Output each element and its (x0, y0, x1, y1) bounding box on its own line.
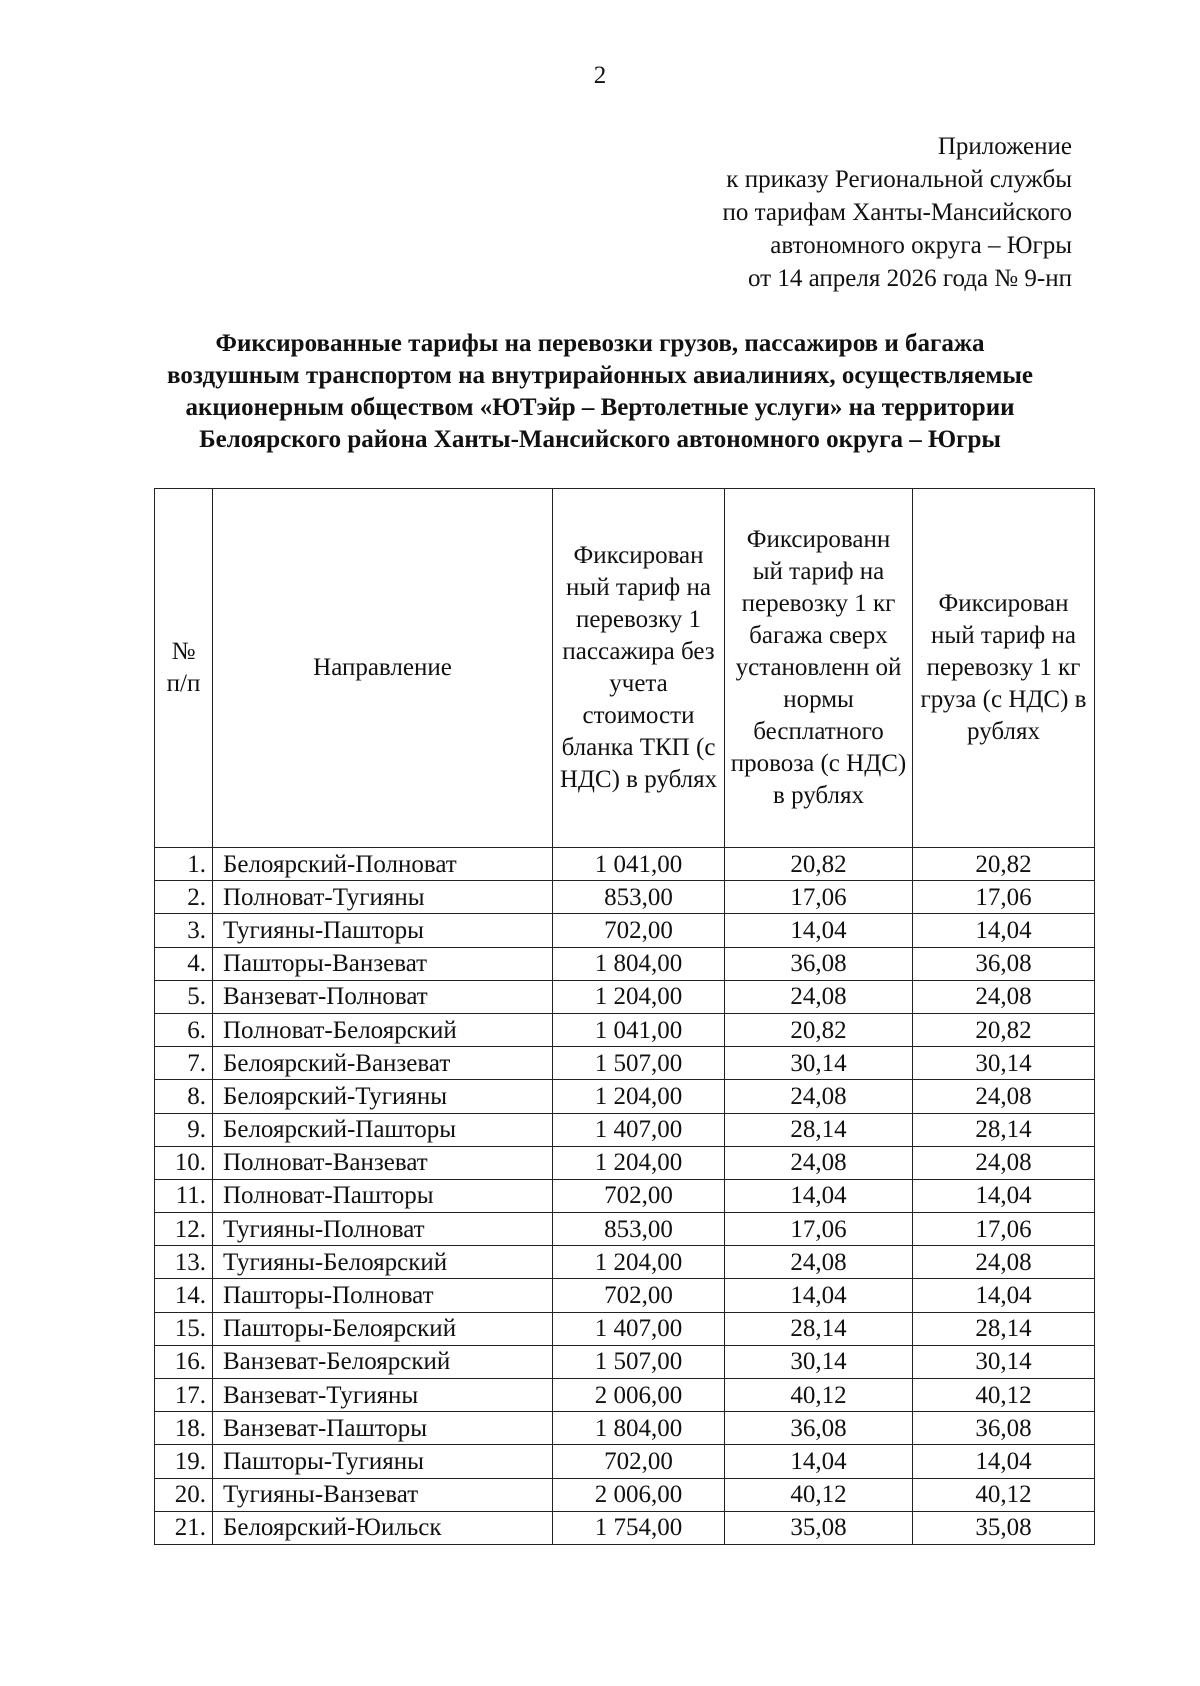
row-route: Тугияны-Полноват (213, 1213, 553, 1246)
row-passenger-tariff: 1 204,00 (553, 1246, 725, 1279)
table-row (155, 1312, 1095, 1345)
row-route: Полноват-Пашторы (213, 1179, 553, 1212)
row-cargo-tariff: 14,04 (913, 914, 1095, 947)
row-passenger-tariff: 1 204,00 (553, 980, 725, 1013)
row-cargo-tariff: 24,08 (913, 980, 1095, 1013)
header-route (213, 489, 553, 848)
table-row (155, 1379, 1095, 1412)
row-passenger-tariff: 1 507,00 (553, 1047, 725, 1080)
table-row (155, 1412, 1095, 1445)
table-row (155, 947, 1095, 980)
row-route: Пашторы-Ванзеват (213, 947, 553, 980)
row-number: 10. (155, 1146, 213, 1179)
table-row (155, 1146, 1095, 1179)
row-cargo-tariff: 17,06 (913, 881, 1095, 914)
header-cargo (913, 489, 1095, 848)
header-cargo-label: Фиксирован ный тариф на перевозку 1 кг груза (с НДС) в рублях (920, 590, 1087, 745)
table-row (155, 1013, 1095, 1046)
row-cargo-tariff: 36,08 (913, 947, 1095, 980)
row-passenger-tariff: 1 204,00 (553, 1146, 725, 1179)
title-line: Белоярского района Ханты-Мансийского автономного округа – Югры (199, 426, 1001, 453)
row-baggage-tariff: 40,12 (725, 1478, 913, 1511)
row-route: Ванзеват-Тугияны (213, 1379, 553, 1412)
row-number: 17. (155, 1379, 213, 1412)
tariff-table (154, 488, 1095, 1545)
row-number: 20. (155, 1478, 213, 1511)
row-cargo-tariff: 20,82 (913, 848, 1095, 881)
row-passenger-tariff: 1 507,00 (553, 1345, 725, 1378)
table-header-row (155, 489, 1095, 848)
row-baggage-tariff: 24,08 (725, 1146, 913, 1179)
row-route: Полноват-Ванзеват (213, 1146, 553, 1179)
table-row (155, 980, 1095, 1013)
row-route: Ванзеват-Белоярский (213, 1345, 553, 1378)
table-row (155, 1445, 1095, 1478)
title-line: Фиксированные тарифы на перевозки грузов, пассажиров и багажа (215, 330, 985, 357)
header-passenger-label: Фиксирован ный тариф на перевозку 1 пассажира без учета стоимости бланка ТКП (с НДС) в рублях (559, 542, 718, 793)
row-number: 12. (155, 1213, 213, 1246)
row-route: Белоярский-Ванзеват (213, 1047, 553, 1080)
row-baggage-tariff: 17,06 (725, 1213, 913, 1246)
row-route: Ванзеват-Пашторы (213, 1412, 553, 1445)
row-cargo-tariff: 20,82 (913, 1013, 1095, 1046)
row-route: Полноват-Тугияны (213, 881, 553, 914)
row-number: 16. (155, 1345, 213, 1378)
row-number: 4. (155, 947, 213, 980)
row-route: Белоярский-Юильск (213, 1511, 553, 1544)
row-number: 3. (155, 914, 213, 947)
row-number: 1. (155, 848, 213, 881)
row-passenger-tariff: 853,00 (553, 881, 725, 914)
row-cargo-tariff: 17,06 (913, 1213, 1095, 1246)
row-number: 18. (155, 1412, 213, 1445)
page-number: 2 (593, 62, 607, 89)
table-row (155, 881, 1095, 914)
row-baggage-tariff: 24,08 (725, 1080, 913, 1113)
row-passenger-tariff: 1 804,00 (553, 1412, 725, 1445)
row-route: Тугияны-Пашторы (213, 914, 553, 947)
row-passenger-tariff: 702,00 (553, 1179, 725, 1212)
table-row (155, 1246, 1095, 1279)
row-baggage-tariff: 30,14 (725, 1047, 913, 1080)
row-cargo-tariff: 28,14 (913, 1312, 1095, 1345)
row-baggage-tariff: 36,08 (725, 947, 913, 980)
table-row (155, 1179, 1095, 1212)
row-number: 9. (155, 1113, 213, 1146)
appendix-line: к приказу Региональной службы (726, 166, 1072, 193)
table-body (155, 848, 1095, 1545)
row-baggage-tariff: 30,14 (725, 1345, 913, 1378)
row-baggage-tariff: 24,08 (725, 1246, 913, 1279)
row-cargo-tariff: 30,14 (913, 1345, 1095, 1378)
table-row (155, 1478, 1095, 1511)
row-passenger-tariff: 1 804,00 (553, 947, 725, 980)
row-baggage-tariff: 20,82 (725, 1013, 913, 1046)
row-cargo-tariff: 24,08 (913, 1246, 1095, 1279)
row-passenger-tariff: 1 204,00 (553, 1080, 725, 1113)
row-number: 8. (155, 1080, 213, 1113)
header-route-label: Направление (313, 654, 452, 681)
appendix-block (723, 130, 1072, 295)
row-route: Пашторы-Тугияны (213, 1445, 553, 1478)
row-passenger-tariff: 1 754,00 (553, 1511, 725, 1544)
row-passenger-tariff: 1 407,00 (553, 1312, 725, 1345)
row-passenger-tariff: 702,00 (553, 914, 725, 947)
row-number: 14. (155, 1279, 213, 1312)
table-row (155, 914, 1095, 947)
row-baggage-tariff: 14,04 (725, 1279, 913, 1312)
header-num-label: № п/п (166, 638, 201, 697)
row-number: 19. (155, 1445, 213, 1478)
row-baggage-tariff: 28,14 (725, 1113, 913, 1146)
table-row (155, 1279, 1095, 1312)
row-number: 7. (155, 1047, 213, 1080)
row-cargo-tariff: 28,14 (913, 1113, 1095, 1146)
row-route: Белоярский-Пашторы (213, 1113, 553, 1146)
row-route: Тугияны-Ванзеват (213, 1478, 553, 1511)
row-cargo-tariff: 40,12 (913, 1478, 1095, 1511)
row-route: Ванзеват-Полноват (213, 980, 553, 1013)
row-route: Пашторы-Полноват (213, 1279, 553, 1312)
row-number: 6. (155, 1013, 213, 1046)
row-number: 5. (155, 980, 213, 1013)
table-row (155, 1511, 1095, 1544)
title-line: воздушным транспортом на внутрирайонных авиалиниях, осуществляемые (167, 362, 1033, 389)
row-baggage-tariff: 17,06 (725, 881, 913, 914)
row-cargo-tariff: 14,04 (913, 1445, 1095, 1478)
row-baggage-tariff: 14,04 (725, 1445, 913, 1478)
row-cargo-tariff: 14,04 (913, 1179, 1095, 1212)
row-baggage-tariff: 35,08 (725, 1511, 913, 1544)
appendix-line: автономного округа – Югры (770, 232, 1072, 259)
row-baggage-tariff: 36,08 (725, 1412, 913, 1445)
title-line: акционерным обществом «ЮТэйр – Вертолетные услуги» на территории (185, 394, 1015, 421)
row-number: 15. (155, 1312, 213, 1345)
row-route: Пашторы-Белоярский (213, 1312, 553, 1345)
row-passenger-tariff: 1 407,00 (553, 1113, 725, 1146)
row-passenger-tariff: 1 041,00 (553, 1013, 725, 1046)
row-number: 13. (155, 1246, 213, 1279)
header-baggage-label: Фиксированн ый тариф на перевозку 1 кг багажа сверх установленн ой нормы бесплатного провоза (с НДС) в рублях (730, 526, 907, 809)
row-baggage-tariff: 28,14 (725, 1312, 913, 1345)
row-baggage-tariff: 20,82 (725, 848, 913, 881)
table-row (155, 848, 1095, 881)
table-row (155, 1113, 1095, 1146)
table-row (155, 1345, 1095, 1378)
header-num (155, 489, 213, 848)
table-row (155, 1080, 1095, 1113)
row-passenger-tariff: 2 006,00 (553, 1478, 725, 1511)
row-cargo-tariff: 30,14 (913, 1047, 1095, 1080)
row-number: 2. (155, 881, 213, 914)
row-cargo-tariff: 14,04 (913, 1279, 1095, 1312)
header-baggage (725, 489, 913, 848)
row-cargo-tariff: 24,08 (913, 1080, 1095, 1113)
row-route: Белоярский-Полноват (213, 848, 553, 881)
table-row (155, 1047, 1095, 1080)
row-route: Полноват-Белоярский (213, 1013, 553, 1046)
row-passenger-tariff: 2 006,00 (553, 1379, 725, 1412)
row-cargo-tariff: 35,08 (913, 1511, 1095, 1544)
row-route: Тугияны-Белоярский (213, 1246, 553, 1279)
appendix-line: от 14 апреля 2026 года № 9-нп (748, 265, 1072, 292)
row-passenger-tariff: 1 041,00 (553, 848, 725, 881)
row-baggage-tariff: 14,04 (725, 914, 913, 947)
row-route: Белоярский-Тугияны (213, 1080, 553, 1113)
row-passenger-tariff: 702,00 (553, 1445, 725, 1478)
appendix-line: по тарифам Ханты-Мансийского (722, 199, 1072, 226)
row-cargo-tariff: 40,12 (913, 1379, 1095, 1412)
row-passenger-tariff: 702,00 (553, 1279, 725, 1312)
row-number: 11. (155, 1179, 213, 1212)
appendix-line: Приложение (937, 133, 1072, 160)
row-cargo-tariff: 24,08 (913, 1146, 1095, 1179)
row-cargo-tariff: 36,08 (913, 1412, 1095, 1445)
table-row (155, 1213, 1095, 1246)
row-passenger-tariff: 853,00 (553, 1213, 725, 1246)
document-title (130, 328, 1070, 456)
row-number: 21. (155, 1511, 213, 1544)
row-baggage-tariff: 40,12 (725, 1379, 913, 1412)
header-passenger (553, 489, 725, 848)
row-baggage-tariff: 14,04 (725, 1179, 913, 1212)
row-baggage-tariff: 24,08 (725, 980, 913, 1013)
